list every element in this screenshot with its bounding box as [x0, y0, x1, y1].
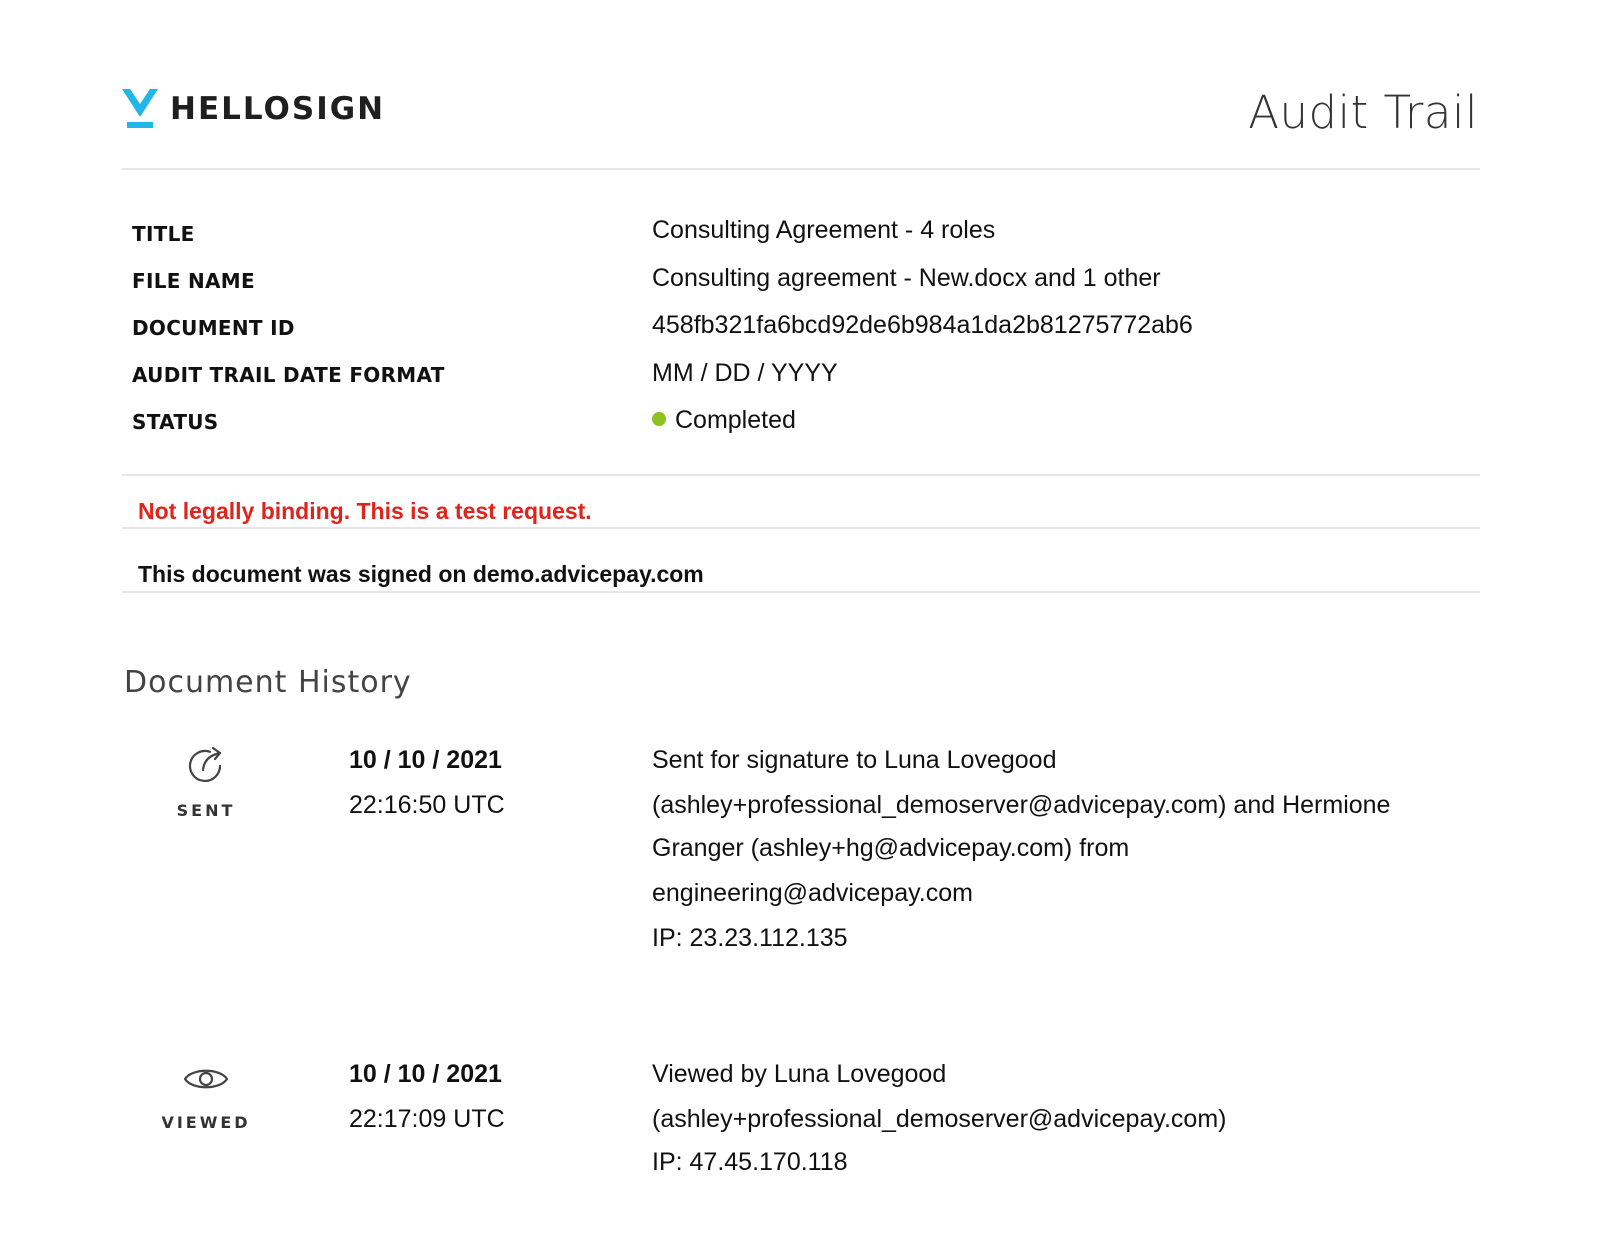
hellosign-logo-icon	[122, 89, 158, 129]
event-date-sent: 10 / 10 / 2021	[349, 746, 502, 774]
meta-label-file-name: FILE NAME	[132, 269, 255, 293]
event-line-sent-2: (ashley+professional_demoserver@advicepay.com) and Hermione	[652, 791, 1391, 819]
meta-label-date-format: AUDIT TRAIL DATE FORMAT	[132, 363, 445, 387]
meta-value-file-name: Consulting agreement - New.docx and 1 other	[652, 264, 1161, 292]
signed-on-notice: This document was signed on demo.advicepay.com	[138, 561, 704, 587]
event-line-sent-3: Granger (ashley+hg@advicepay.com) from	[652, 834, 1130, 862]
test-request-warning: Not legally binding. This is a test request.	[138, 498, 592, 524]
meta-label-status: STATUS	[132, 410, 219, 434]
event-date-viewed: 10 / 10 / 2021	[349, 1060, 502, 1088]
meta-value-document-id: 458fb321fa6bcd92de6b984a1da2b81275772ab6	[652, 311, 1193, 339]
hellosign-logo	[122, 89, 385, 129]
meta-value-title: Consulting Agreement - 4 roles	[652, 216, 996, 244]
event-line-sent-5: IP: 23.23.112.135	[652, 924, 848, 952]
event-line-sent-1: Sent for signature to Luna Lovegood	[652, 746, 1057, 774]
event-line-viewed-1: Viewed by Luna Lovegood	[652, 1060, 947, 1088]
event-type-viewed: VIEWED	[161, 1113, 251, 1132]
send-arrow-icon	[166, 744, 246, 788]
header	[122, 86, 1478, 146]
event-time-viewed: 22:17:09 UTC	[349, 1105, 505, 1133]
event-line-viewed-3: IP: 47.45.170.118	[652, 1148, 848, 1176]
status-dot	[652, 412, 666, 426]
eye-icon	[166, 1064, 246, 1094]
meta-label-document-id: DOCUMENT ID	[132, 316, 295, 340]
status-value	[652, 406, 796, 435]
warning-divider	[122, 527, 1480, 529]
meta-divider	[122, 474, 1480, 476]
meta-value-date-format: MM / DD / YYYY	[652, 359, 838, 387]
page-title: Audit Trail	[1248, 86, 1478, 139]
event-time-sent: 22:16:50 UTC	[349, 791, 505, 819]
logo-text: HELLOSIGN	[170, 91, 386, 127]
event-type-sent: SENT	[176, 801, 236, 820]
event-line-viewed-2: (ashley+professional_demoserver@advicepay.com)	[652, 1105, 1227, 1133]
document-history-title: Document History	[124, 665, 412, 700]
status-text: Completed	[675, 406, 796, 434]
event-line-sent-4: engineering@advicepay.com	[652, 879, 973, 907]
meta-label-title: TITLE	[132, 222, 195, 246]
header-divider	[122, 168, 1480, 170]
notice-divider	[122, 591, 1480, 593]
